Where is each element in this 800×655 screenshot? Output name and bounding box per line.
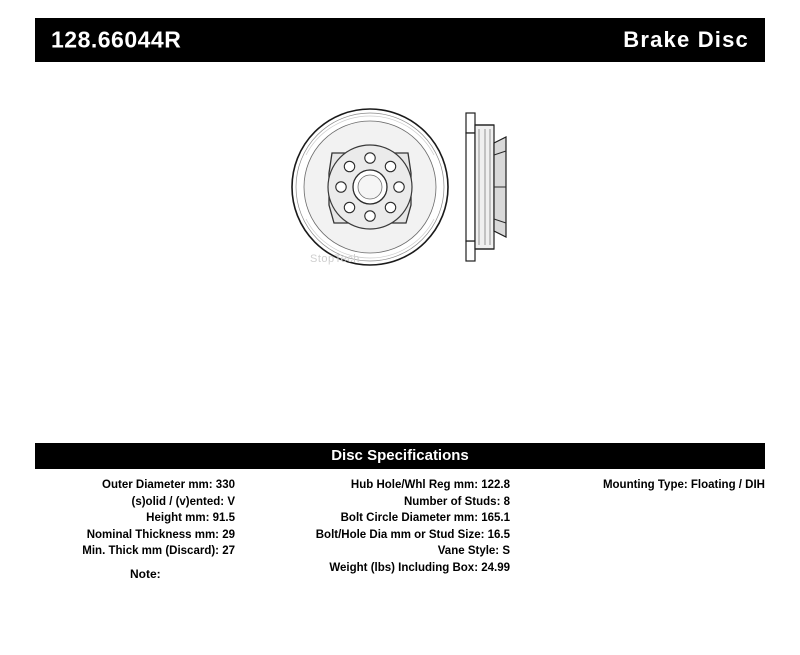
spec-column-middle bbox=[250, 477, 510, 576]
spec-line: Min. Thick mm (Discard): 27 bbox=[82, 545, 235, 557]
spec-line: Mounting Type: Floating / DIH bbox=[602, 479, 765, 491]
brake-rotor-illustration bbox=[270, 95, 550, 295]
spec-line: Weight (lbs) Including Box: 24.99 bbox=[329, 561, 510, 574]
spec-line: Bolt/Hole Dia mm or Stud Size: 16.5 bbox=[315, 528, 510, 541]
specifications-section bbox=[35, 443, 765, 587]
spec-line: Hub Hole/Whl Reg mm: 122.8 bbox=[350, 479, 510, 491]
spec-line: Vane Style: S bbox=[437, 545, 510, 557]
spec-column-left bbox=[35, 477, 235, 560]
note-label: Note: bbox=[130, 567, 161, 581]
page-title: Brake Disc bbox=[623, 27, 749, 52]
spec-column-right bbox=[525, 477, 765, 494]
product-image bbox=[270, 95, 550, 295]
part-number: 128.66044R bbox=[51, 26, 182, 53]
spec-line: Outer Diameter mm: 330 bbox=[102, 479, 235, 491]
watermark-text: StopTech bbox=[310, 253, 360, 265]
header-bar bbox=[35, 18, 765, 62]
spec-line: Bolt Circle Diameter mm: 165.1 bbox=[340, 512, 510, 524]
spec-line: Height mm: 91.5 bbox=[146, 512, 235, 524]
spec-line: Number of Studs: 8 bbox=[403, 495, 510, 508]
spec-section-title: Disc Specifications bbox=[35, 443, 765, 469]
spec-line: (s)olid / (v)ented: V bbox=[131, 495, 235, 508]
spec-line: Nominal Thickness mm: 29 bbox=[86, 528, 235, 541]
